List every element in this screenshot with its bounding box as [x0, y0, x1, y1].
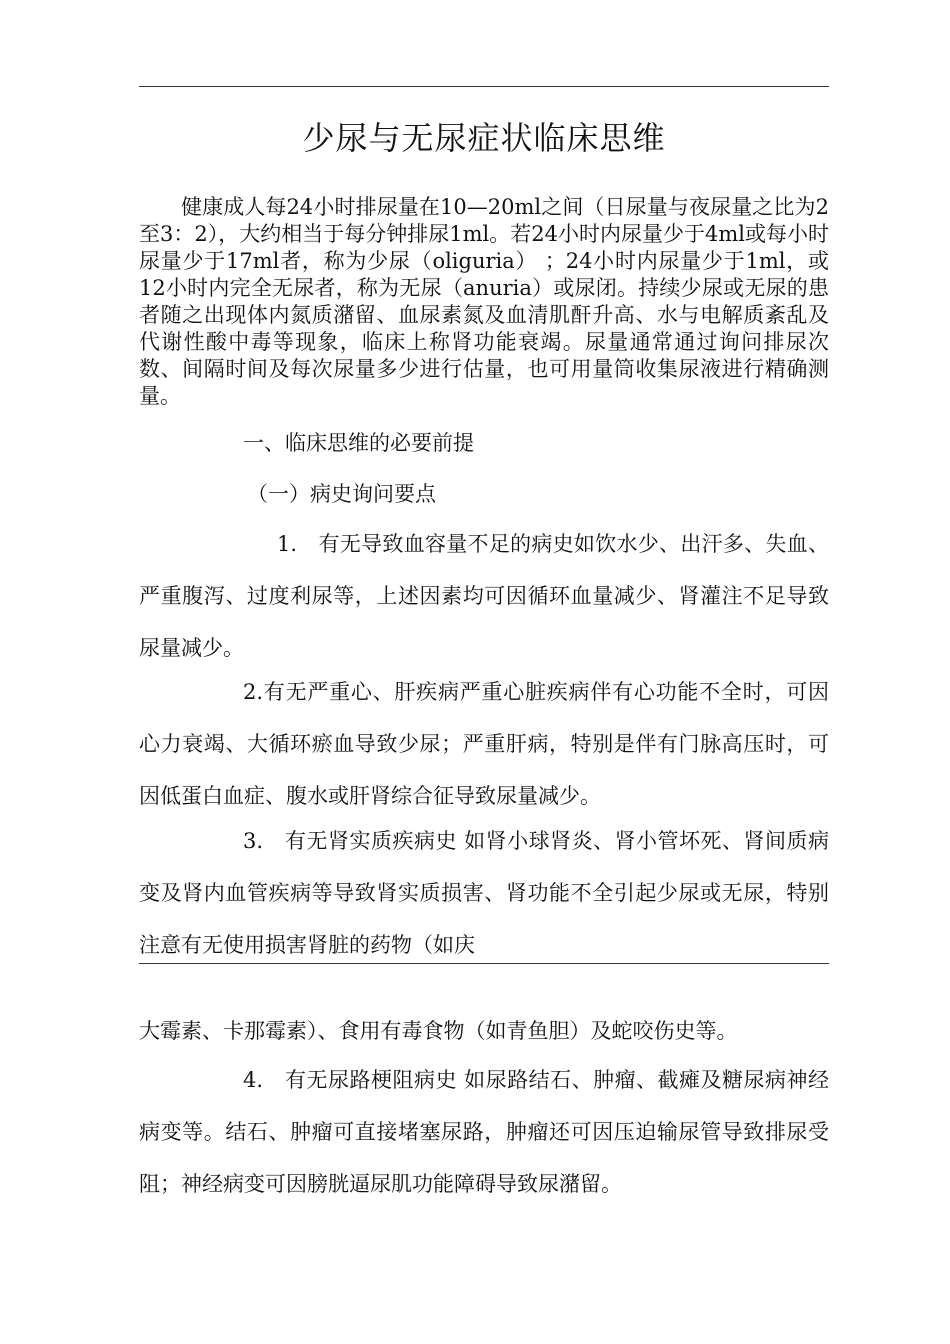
subsection-heading: （一）病史询问要点	[247, 482, 436, 506]
document-title: 少尿与无尿症状临床思维	[302, 119, 666, 157]
page-break-rule	[139, 963, 829, 964]
intro-text: 健康成人每24小时排尿量在10—20ml之间（日尿量与夜尿量之比为2至3：2），大约相当于每分钟排尿1ml。若24小时内尿量少于4ml或每小时尿量少于17ml者，称为少尿（oliguria） ；24小时内尿量少于1ml，或12小时内完全无尿者，称为无尿（anuria）或尿闭。持续少尿或无尿的患者随之出现体内氮质潴留、血尿素氮及血清肌酐升高、水与电解质紊乱及代谢性酸中毒等现象，临床上称肾功能衰竭。尿量通常通过询问排尿次数、间隔时间及每次尿量多少进行估量，也可用量筒收集尿液进行精确测量。	[139, 195, 829, 408]
top-rule	[139, 86, 829, 87]
list-item-3: 3. 有无肾实质疾病史 如肾小球肾炎、肾小管坏死、肾间质病变及肾内血管疾病等导致肾实质损害、肾功能不全引起少尿或无尿，特别注意有无使用损害肾脏的药物（如庆	[139, 829, 829, 957]
section-heading: 一、临床思维的必要前提	[243, 431, 474, 455]
list-item-1: 1. 有无导致血容量不足的病史如饮水少、出汗多、失血、严重腹泻、过度利尿等，上述因素均可因循环血量减少、肾灌注不足导致尿量减少。	[139, 532, 829, 660]
intro-paragraph	[139, 194, 829, 410]
list-item-2: 2.有无严重心、肝疾病严重心脏疾病伴有心功能不全时，可因心力衰竭、大循环瘀血导致少尿；严重肝病，特别是伴有门脉高压时，可因低蛋白血症、腹水或肝肾综合征导致尿量减少。	[139, 680, 829, 808]
list-item-3-continued: 大霉素、卡那霉素）、食用有毒食物（如青鱼胆）及蛇咬伤史等。	[139, 1019, 738, 1043]
list-item-4: 4. 有无尿路梗阻病史 如尿路结石、肿瘤、截瘫及糖尿病神经病变等。结石、肿瘤可直接堵塞尿路，肿瘤还可因压迫输尿管导致排尿受阻；神经病变可因膀胱逼尿肌功能障碍导致尿潴留。	[139, 1068, 829, 1196]
